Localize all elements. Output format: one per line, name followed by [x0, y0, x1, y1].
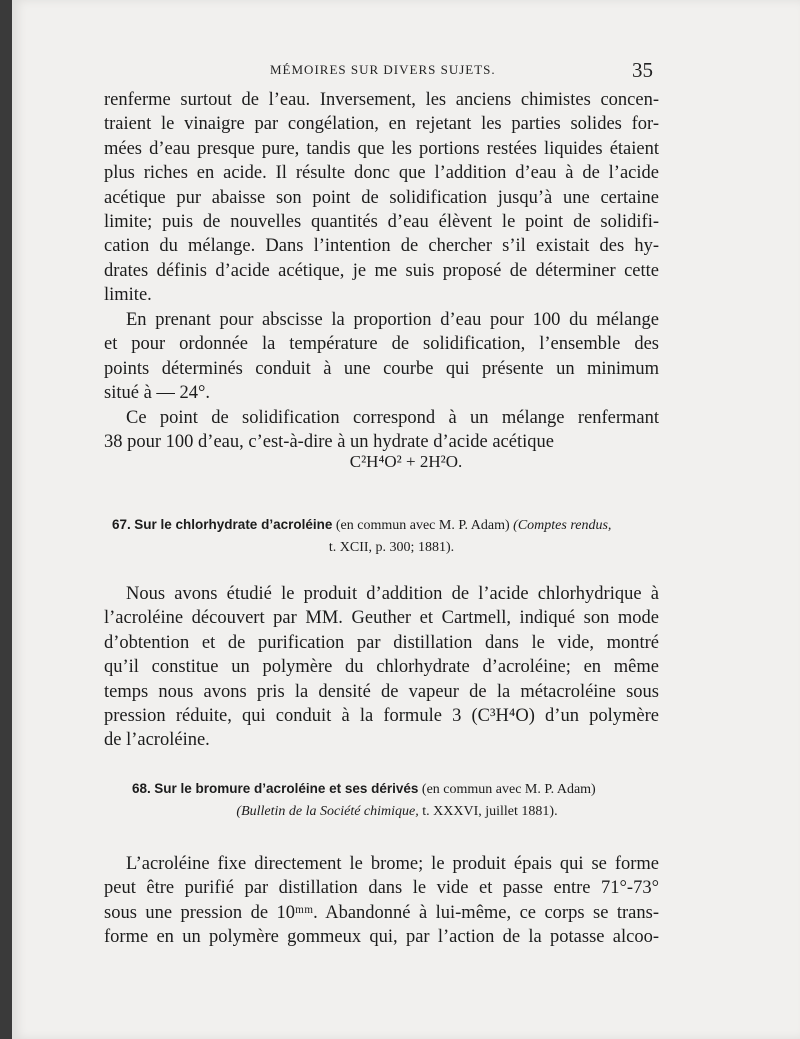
text-line: pression réduite, qui conduit à la formule 3 (C³H⁴O) d’un polymère [104, 706, 659, 727]
text-line: sous une pression de 10ᵐᵐ. Abandonné à lui-même, ce corps se trans- [104, 902, 659, 923]
paragraph-acetic-solidification [104, 88, 659, 308]
paragraph-hydrate [104, 406, 659, 455]
entry-number: 67. [112, 517, 131, 532]
text-line: plus riches en acide. Il résulte donc que l’addition d’eau à de l’acide [104, 163, 659, 184]
entry-68-heading [132, 778, 662, 823]
entry-number: 68. [132, 781, 151, 796]
entry-title: Sur le chlorhydrate d’acroléine [134, 517, 333, 532]
entry-journal: (Comptes rendus, [513, 518, 612, 533]
entry-title: Sur le bromure d’acroléine et ses dérivés [154, 781, 419, 796]
text-line: cation du mélange. Dans l’intention de chercher s’il existait des hy- [104, 236, 659, 257]
text-line: de l’acroléine. [104, 730, 210, 751]
text-line: mées d’eau presque pure, tandis que les portions restées liquides étaient [104, 138, 659, 159]
text-line: et pour ordonnée la température de solidification, l’ensemble des [104, 334, 659, 355]
entry-journal: (Bulletin de la Société chimique, [236, 804, 419, 819]
chemical-formula: C²H⁴O² + 2H²O. [349, 452, 463, 471]
text-line: renferme surtout de l’eau. Inversement, les anciens chimistes concen- [104, 90, 659, 110]
entry-reference: t. XXXVI, juillet 1881). [422, 804, 558, 819]
paragraph-curve-minimum [104, 308, 659, 406]
document-page [12, 0, 800, 1039]
text-line: limite; puis de nouvelles quantités d’eau élèvent le point de solidifi- [104, 212, 659, 233]
text-line: forme en un polymère gommeux qui, par l’action de la potasse alcoo- [104, 927, 659, 948]
text-line: drates définis d’acide acétique, je me suis proposé de déterminer cette [104, 260, 659, 281]
entry-reference: t. XCII, p. 300; 1881). [328, 540, 455, 555]
text-line: L’acroléine fixe directement le brome; le produit épais qui se forme [126, 854, 659, 874]
text-line: 38 pour 100 d’eau, c’est-à-dire à un hydrate d’acide acétique [104, 432, 554, 453]
entry-collaboration: (en commun avec M. P. Adam) [335, 518, 510, 533]
text-line: Ce point de solidification correspond à un mélange renfermant [126, 408, 659, 428]
text-line: l’acroléine découvert par MM. Geuther et Cartmell, indiqué son mode [104, 608, 659, 629]
running-head: MÉMOIRES SUR DIVERS SUJETS. [270, 62, 496, 77]
page-header [12, 58, 800, 84]
paragraph-chlorhydrate [104, 582, 659, 753]
text-line: En prenant pour abscisse la proportion d’eau pour 100 du mélange [126, 310, 659, 330]
entry-67-heading [104, 514, 679, 559]
text-line: situé à — 24°. [104, 383, 211, 404]
text-line: limite. [104, 285, 152, 306]
text-line: acétique pur abaisse son point de solidification jusqu’à une certaine [104, 187, 659, 208]
text-line: temps nous avons pris la densité de vapeur de la métacroléine sous [104, 681, 659, 702]
text-line: peut être purifié par distillation dans le vide et passe entre 71°-73° [104, 878, 659, 899]
text-line: traient le vinaigre par congélation, en rejetant les parties solides for- [104, 114, 659, 135]
paragraph-bromure [104, 852, 659, 950]
text-line: points déterminés conduit à une courbe qui présente un minimum [104, 358, 659, 379]
text-line: qu’il constitue un polymère du chlorhydrate d’acroléine; en même [104, 657, 659, 678]
entry-collaboration: (en commun avec M. P. Adam) [421, 782, 596, 797]
text-line: Nous avons étudié le produit d’addition de l’acide chlorhydrique à [126, 584, 659, 604]
text-line: d’obtention et de purification par distillation dans le vide, montré [104, 632, 659, 653]
page-number: 35 [632, 58, 653, 82]
